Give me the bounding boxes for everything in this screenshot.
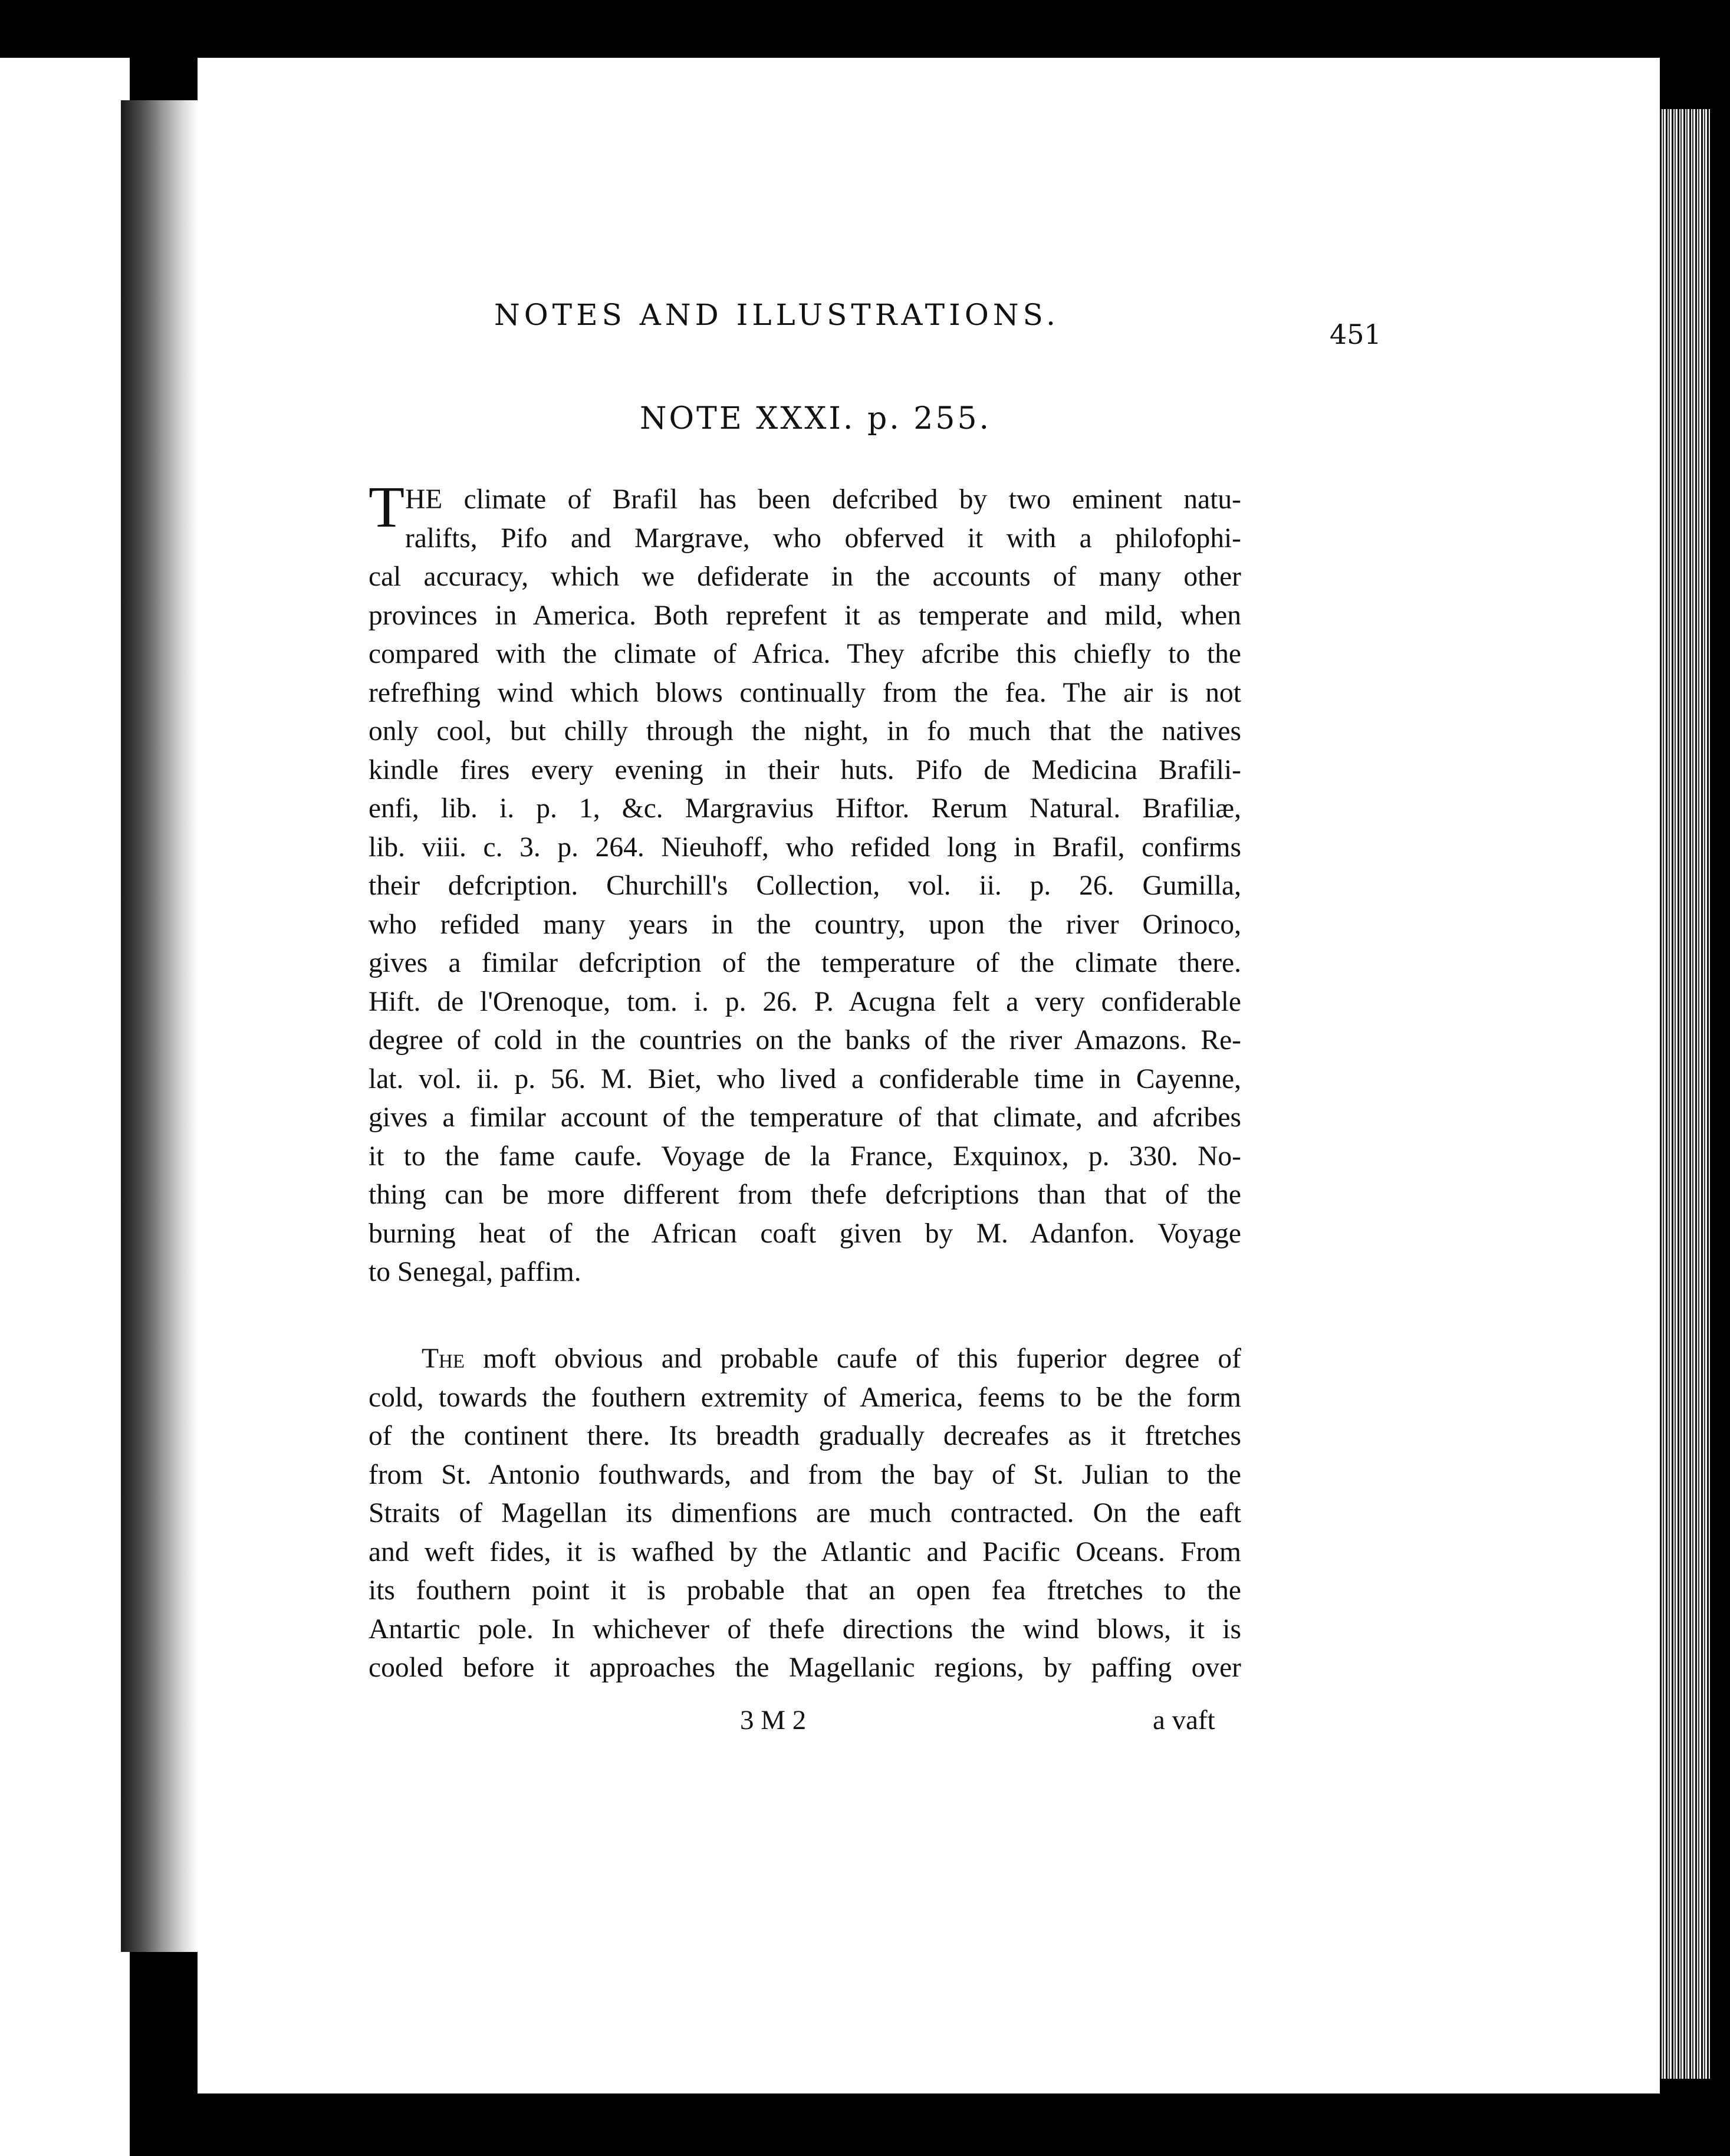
text-line: to Senegal, paffim.: [369, 1257, 581, 1287]
text-line: Antartic pole. In whichever of thefe directions the wind blows, it is: [369, 1613, 1241, 1645]
text-line: its fouthern point it is probable that an open fea ftretches to the: [369, 1575, 1241, 1606]
text-line: from St. Antonio fouthwards, and from the bay of St. Julian to the: [369, 1459, 1241, 1490]
text-line: cold, towards the fouthern extremity of America, feems to be the form: [369, 1382, 1241, 1413]
text-line: refrefhing wind which blows continually from the fea. The air is not: [369, 677, 1241, 708]
page-stack-edge: [1660, 109, 1710, 2079]
text-line: enfi, lib. i. p. 1, &c. Margravius Hiftor. Rerum Natural. Brafiliæ,: [369, 793, 1241, 824]
text-line: of the continent there. Its breadth gradually decreafes as it ftretches: [369, 1421, 1241, 1451]
text-line: cal accuracy, which we defiderate in the accounts of many other: [369, 561, 1241, 592]
text-line: Hift. de l'Orenoque, tom. i. p. 26. P. Acugna felt a very confiderable: [369, 986, 1241, 1017]
text-line: degree of cold in the countries on the banks of the river Amazons. Re-: [369, 1025, 1241, 1056]
text-line: [369, 1340, 1241, 1379]
text-line: who refided many years in the country, upon the river Orinoco,: [369, 909, 1241, 940]
text-line: lat. vol. ii. p. 56. M. Biet, who lived a confiderable time in Cayenne,: [369, 1063, 1241, 1095]
running-head: NOTES AND ILLUSTRATIONS.: [494, 298, 1060, 332]
paragraph-first-word: The: [422, 1343, 465, 1374]
text-line: their defcription. Churchill's Collection, vol. ii. p. 26. Gumilla,: [369, 870, 1241, 901]
text-line: ralifts, Pifo and Margrave, who obferved it with a philofophi-: [405, 522, 1241, 554]
text-line: only cool, but chilly through the night, in fo much that the natives: [369, 716, 1241, 747]
text-line: cooled before it approaches the Magellanic regions, by paffing over: [369, 1652, 1241, 1683]
text-line: Straits of Magellan its dimenfions are much contracted. On the eaft: [369, 1498, 1241, 1529]
text-line-rest: moft obvious and probable caufe of this fuperior degree of: [465, 1343, 1241, 1374]
text-line: thing can be more different from thefe defcriptions than that of the: [369, 1179, 1241, 1210]
signature-mark: 3 M 2: [740, 1705, 807, 1736]
paragraph-2: [369, 1340, 1241, 1688]
text-line: burning heat of the African coaft given by M. Adanfon. Voyage: [369, 1218, 1241, 1249]
text-line: provinces in America. Both reprefent it as temperate and mild, when: [369, 600, 1241, 631]
text-line: compared with the climate of Africa. They afcribe this chiefly to the: [369, 639, 1241, 669]
drop-cap: T: [369, 474, 405, 540]
text-line: it to the fame caufe. Voyage de la France, Exquinox, p. 330. No-: [369, 1141, 1241, 1172]
text-line: kindle fires every evening in their huts. Pifo de Medicina Brafili-: [369, 754, 1241, 786]
page-number: 451: [1330, 318, 1382, 350]
text-line: lib. viii. c. 3. p. 264. Nieuhoff, who refided long in Brafil, confirms: [369, 831, 1241, 863]
facing-page-edge: [0, 58, 130, 2156]
catchword: a vaft: [1153, 1705, 1215, 1736]
text-line: gives a fimilar account of the temperature of that climate, and afcribes: [369, 1102, 1241, 1133]
text-line: gives a fimilar defcription of the temperature of the climate there.: [369, 948, 1241, 978]
book-gutter: [121, 100, 198, 1952]
paragraph-1: [369, 481, 1241, 1292]
text-line: and weft fides, it is wafhed by the Atlantic and Pacific Oceans. From: [369, 1536, 1241, 1567]
text-line: HE climate of Brafil has been defcribed by two eminent natu-: [405, 484, 1241, 515]
note-title: NOTE XXXI. p. 255.: [640, 401, 992, 436]
